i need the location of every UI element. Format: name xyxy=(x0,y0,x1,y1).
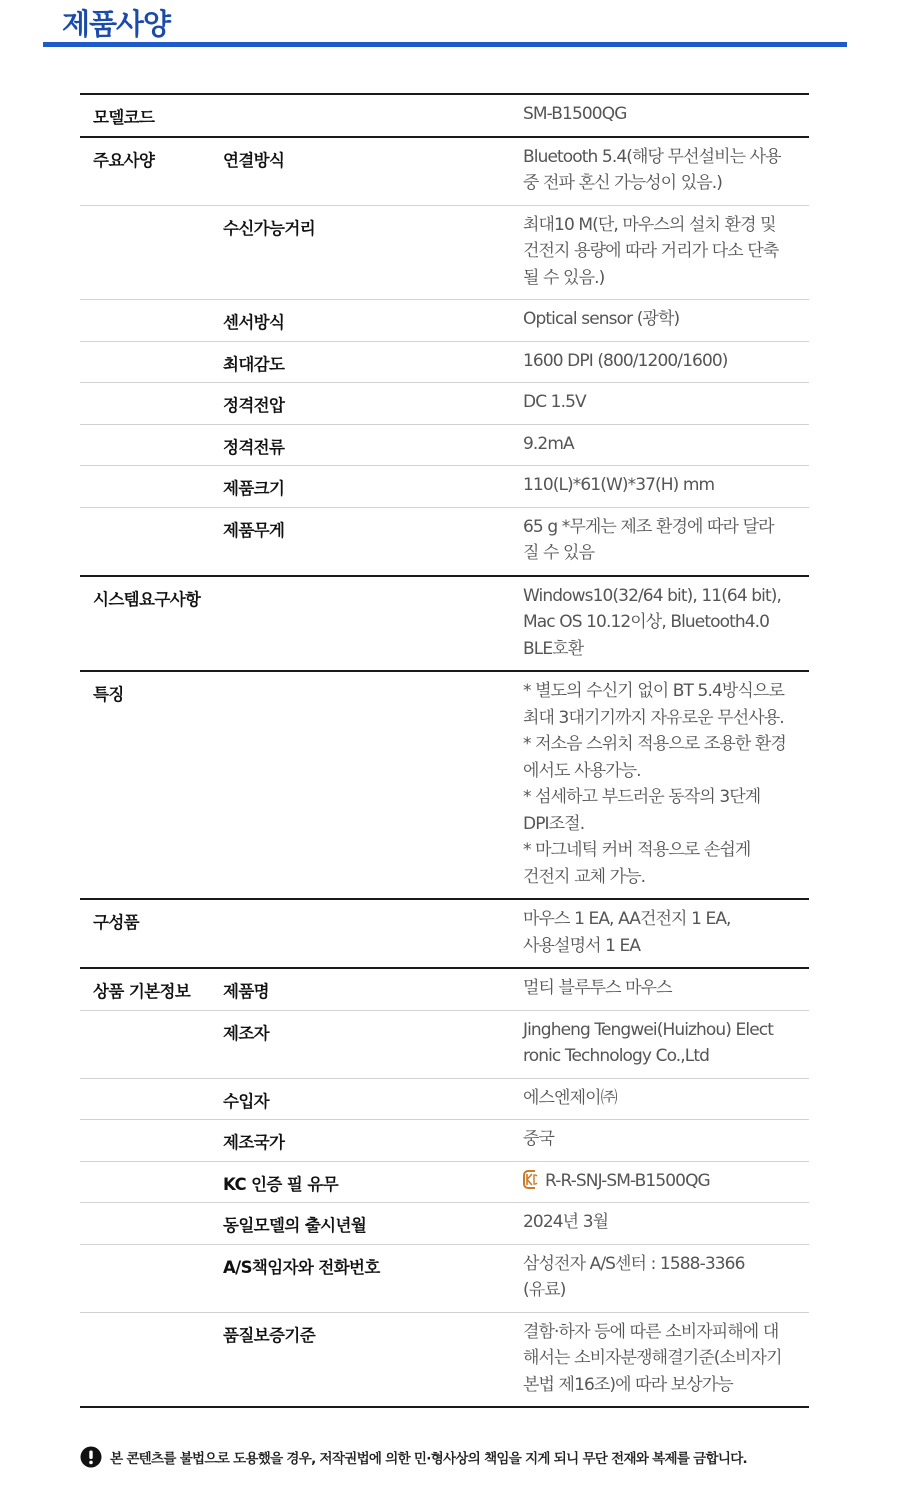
group-label xyxy=(80,206,211,215)
spec-key: 최대감도 xyxy=(223,354,285,374)
spec-value xyxy=(509,1313,809,1407)
spec-value-line: 중 전파 혼신 가능성이 있음.) xyxy=(523,173,722,193)
spec-value-line: 멀티 블루투스 마우스 xyxy=(523,978,672,998)
spec-value-line: 마우스 1 EA, AA건전지 1 EA, xyxy=(523,909,731,929)
group-label xyxy=(80,1120,211,1129)
spec-value-line: 2024년 3월 xyxy=(523,1212,609,1232)
spec-value-line: (유료) xyxy=(523,1280,566,1300)
spec-key: KC 인증 필 유무 xyxy=(223,1174,339,1194)
group-label xyxy=(80,508,211,517)
spec-row xyxy=(80,465,809,507)
spec-value xyxy=(509,1011,809,1078)
group-label: 모델코드 xyxy=(93,108,155,127)
spec-value xyxy=(509,1079,809,1120)
group-label: 상품 기본정보 xyxy=(93,982,191,1001)
spec-value xyxy=(509,425,809,466)
spec-key: 수입자 xyxy=(223,1091,270,1111)
table-bottom-rule xyxy=(80,1406,809,1408)
spec-key: 제품명 xyxy=(223,982,270,1001)
spec-value-line: Jingheng Tengwei(Huizhou) Elect xyxy=(523,1019,773,1040)
spec-key xyxy=(211,672,509,681)
spec-value-line: * 마그네틱 커버 적용으로 손쉽게 xyxy=(523,840,751,860)
spec-value-line: 건전지 용량에 따라 거리가 다소 단축 xyxy=(523,241,779,261)
spec-value-line: 최대10 M(단, 마우스의 설치 환경 및 xyxy=(523,214,776,235)
spec-value xyxy=(509,672,809,898)
spec-group xyxy=(80,967,809,1406)
spec-key xyxy=(211,95,509,104)
spec-row xyxy=(80,900,809,967)
spec-value xyxy=(509,1162,809,1203)
spec-row xyxy=(80,341,809,383)
spec-value xyxy=(509,138,809,205)
group-label xyxy=(80,1313,211,1322)
group-label: 특징 xyxy=(93,685,124,704)
spec-value-line xyxy=(523,1168,805,1195)
spec-group xyxy=(80,93,809,136)
spec-value-line: Optical sensor (광학) xyxy=(523,309,680,329)
spec-row xyxy=(80,969,809,1010)
spec-value-line: 결함·하자 등에 따른 소비자피해에 대 xyxy=(523,1321,779,1342)
group-label: 시스템요구사항 xyxy=(93,589,201,609)
page-title: 제품사양 xyxy=(62,7,171,41)
spec-value xyxy=(509,95,809,136)
spec-value xyxy=(509,1203,809,1244)
spec-value-line: 최대 3대기기까지 자유로운 무선사용. xyxy=(523,707,784,728)
spec-value xyxy=(509,300,809,341)
spec-row xyxy=(80,577,809,671)
spec-value xyxy=(509,969,809,1010)
group-label: 주요사양 xyxy=(93,150,155,170)
spec-value-line: * 섬세하고 부드러운 동작의 3단계 xyxy=(523,787,761,807)
group-label: 구성품 xyxy=(93,913,140,932)
spec-value xyxy=(509,577,809,671)
spec-value-line: Windows10(32/64 bit), 11(64 bit), xyxy=(523,585,781,606)
spec-value-line: 건전지 교체 가능. xyxy=(523,866,646,887)
group-label xyxy=(80,1011,211,1020)
spec-value-line: 본법 제16조)에 따라 보상가능 xyxy=(523,1374,733,1395)
group-label xyxy=(80,300,211,309)
spec-value-line: 삼성전자 A/S센터 : 1588-3366 xyxy=(523,1253,745,1274)
spec-value-line: DC 1.5V xyxy=(523,392,586,412)
title-underline xyxy=(43,42,847,47)
spec-key: 정격전류 xyxy=(223,437,285,457)
spec-value-line: Bluetooth 5.4(해당 무선설비는 사용 xyxy=(523,146,781,167)
spec-row xyxy=(80,1244,809,1312)
group-label xyxy=(80,342,211,351)
spec-value-line: BLE호환 xyxy=(523,638,584,659)
spec-value-line: 에서도 사용가능. xyxy=(523,760,641,781)
spec-row xyxy=(80,1161,809,1203)
group-label xyxy=(80,1245,211,1254)
spec-row xyxy=(80,424,809,466)
group-label xyxy=(80,383,211,392)
spec-row xyxy=(80,1202,809,1244)
spec-value xyxy=(509,1120,809,1161)
spec-value-line: ronic Technology Co.,Ltd xyxy=(523,1046,710,1066)
spec-row xyxy=(80,138,809,205)
spec-key xyxy=(211,900,509,909)
spec-row xyxy=(80,205,809,300)
spec-value xyxy=(509,508,809,575)
spec-value-line: 중국 xyxy=(523,1129,555,1149)
spec-key xyxy=(211,577,509,586)
spec-key: 정격전압 xyxy=(223,396,285,415)
spec-group xyxy=(80,670,809,898)
spec-value-line: 65 g *무게는 제조 환경에 따라 달라 xyxy=(523,516,774,537)
exclamation-icon xyxy=(80,1446,102,1468)
notice-text: 본 콘텐츠를 불법으로 도용했을 경우, 저작권법에 의한 민·형사상의 책임을 지게 되니 무단 전재와 복제를 금합니다. xyxy=(110,1451,747,1467)
spec-row xyxy=(80,382,809,424)
spec-key: 센서방식 xyxy=(223,313,285,332)
spec-key: 연결방식 xyxy=(223,150,285,170)
group-label xyxy=(80,1079,211,1088)
group-label xyxy=(80,1203,211,1212)
spec-key: 제조국가 xyxy=(223,1133,285,1152)
spec-value xyxy=(509,900,809,967)
spec-value-line: 에스엔제이㈜ xyxy=(523,1087,617,1108)
spec-row xyxy=(80,672,809,898)
spec-row xyxy=(80,507,809,575)
spec-group xyxy=(80,575,809,671)
spec-key: A/S책임자와 전화번호 xyxy=(223,1257,380,1277)
spec-key: 품질보증기준 xyxy=(223,1325,316,1345)
spec-value-line: SM-B1500QG xyxy=(523,104,627,124)
spec-row xyxy=(80,299,809,341)
spec-value-line: 9.2mA xyxy=(523,433,574,454)
spec-key: 동일모델의 출시년월 xyxy=(223,1216,367,1235)
spec-value-line: 될 수 있음.) xyxy=(523,267,605,288)
spec-value-line: 해서는 소비자분쟁해결기준(소비자기 xyxy=(523,1348,782,1368)
group-label xyxy=(80,1162,211,1171)
spec-value xyxy=(509,466,809,507)
spec-row xyxy=(80,1010,809,1078)
spec-row xyxy=(80,1119,809,1161)
spec-key: 제품무게 xyxy=(223,520,285,540)
spec-value-line: * 별도의 수신기 없이 BT 5.4방식으로 xyxy=(523,681,784,701)
spec-value-line: 1600 DPI (800/1200/1600) xyxy=(523,350,728,371)
spec-group xyxy=(80,136,809,575)
spec-value-line: Mac OS 10.12이상, Bluetooth4.0 xyxy=(523,612,770,632)
spec-value xyxy=(509,1245,809,1312)
spec-key: 제조자 xyxy=(223,1023,270,1043)
kc-cert-number: R-R-SNJ-SM-B1500QG xyxy=(545,1170,710,1191)
spec-row xyxy=(80,1312,809,1407)
spec-value-line: 질 수 있음 xyxy=(523,543,595,563)
spec-value xyxy=(509,206,809,300)
spec-value-line: 110(L)*61(W)*37(H) mm xyxy=(523,475,715,495)
kc-mark-icon xyxy=(523,1169,539,1190)
group-label xyxy=(80,425,211,434)
spec-key: 제품크기 xyxy=(223,479,285,498)
spec-value-line: 사용설명서 1 EA xyxy=(523,935,641,956)
spec-group xyxy=(80,898,809,967)
spec-value-line: * 저소음 스위치 적용으로 조용한 환경 xyxy=(523,734,786,754)
spec-value xyxy=(509,383,809,424)
spec-value-line: DPI조절. xyxy=(523,813,585,834)
spec-value xyxy=(509,342,809,383)
spec-table xyxy=(80,93,809,1408)
spec-key: 수신가능거리 xyxy=(223,218,316,238)
copyright-notice xyxy=(80,1446,820,1468)
group-label xyxy=(80,466,211,475)
spec-row xyxy=(80,95,809,136)
spec-row xyxy=(80,1078,809,1120)
